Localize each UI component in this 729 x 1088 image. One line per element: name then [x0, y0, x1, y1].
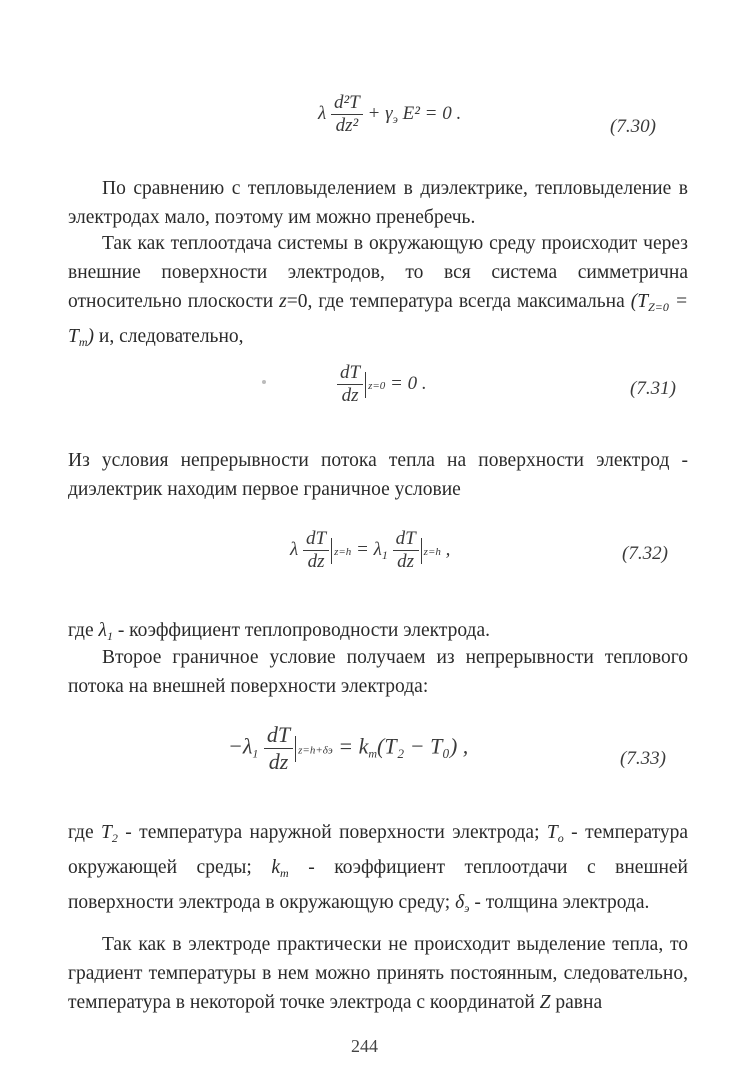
eq-numerator: dT	[393, 528, 419, 551]
math-subscript: o	[557, 831, 564, 845]
eq-numerator: d²T	[331, 92, 363, 115]
eq-condition: z=h	[334, 545, 352, 558]
math-subscript: Z=0	[648, 300, 669, 314]
paragraph-text: и, следовательно,	[94, 326, 244, 347]
paragraph-7	[68, 930, 688, 1017]
math-var: δ	[455, 892, 465, 913]
paragraph-text: где	[68, 822, 102, 843]
eq-subscript: т	[368, 746, 378, 761]
eq-term: + γ	[367, 102, 393, 124]
equation-number-7-30: (7.30)	[610, 116, 656, 137]
equation-number-7-33: (7.33)	[620, 748, 666, 769]
paragraph-text: где	[68, 620, 99, 641]
paragraph-text: - коэффициент теплоотдачи с внешней поверхности электрода в окружающую среду;	[68, 857, 688, 913]
eq-term: = 0 .	[390, 372, 427, 394]
equation-7-33	[228, 722, 468, 775]
math-var: z	[279, 291, 287, 312]
eq-denominator: dz	[307, 551, 325, 572]
eq-term: (T₂ − T₀) ,	[377, 733, 469, 759]
eq-denominator: dz	[397, 551, 415, 572]
eq-evaluation-bar	[365, 372, 366, 398]
math-var: (T	[630, 291, 649, 312]
eq-fraction	[331, 92, 363, 137]
eq-term: ,	[445, 538, 451, 560]
math-var: = T	[68, 291, 688, 347]
paragraph-5	[68, 643, 688, 701]
eq-condition: z=h	[423, 545, 441, 558]
math-var: k	[271, 857, 280, 878]
paragraph-text: - толщина электрода.	[469, 892, 650, 913]
equation-7-31	[337, 362, 427, 407]
eq-evaluation-bar	[331, 538, 332, 564]
eq-denominator: dz²	[335, 115, 359, 136]
paragraph-text: - температура окружающей среды;	[68, 822, 689, 878]
math-subscript: 2	[111, 831, 118, 845]
eq-denominator: dz	[341, 385, 359, 406]
equation-7-30	[318, 92, 461, 137]
eq-symbol: λ	[290, 538, 299, 560]
eq-term: = λ	[356, 538, 382, 560]
eq-numerator: dT	[337, 362, 363, 385]
equation-number-7-32: (7.32)	[622, 543, 668, 564]
paragraph-text: По сравнению с тепловыделением в диэлектрике, тепловыделение в электродах мало, поэтому им можно пренебречь.	[68, 178, 688, 228]
math-var: T	[101, 822, 112, 843]
eq-fraction	[303, 528, 329, 573]
eq-fraction	[393, 528, 419, 573]
paragraph-text: - коэффициент теплопроводности электрода.	[112, 620, 490, 641]
paragraph-text: Так как теплоотдача системы в окружающую среду происходит через внешние поверхности электродов, то вся система симметрична относительно плоскости	[68, 233, 688, 312]
eq-term: E² = 0 .	[402, 102, 462, 124]
eq-subscript: 1	[252, 746, 259, 761]
math-subscript: э	[464, 901, 470, 915]
math-subscript: т	[279, 866, 289, 880]
paragraph-6	[68, 818, 688, 923]
math-var: T	[546, 822, 558, 843]
eq-evaluation-bar	[421, 538, 422, 564]
paragraph-3	[68, 446, 688, 504]
paragraph-text: равна	[550, 992, 603, 1013]
eq-subscript: э	[392, 111, 398, 126]
math-var: Z	[539, 992, 551, 1013]
eq-numerator: dT	[264, 722, 293, 749]
eq-condition: z=h+δэ	[298, 744, 333, 757]
paragraph-text: =0, где температура всегда максимальна	[286, 291, 631, 312]
paragraph-2	[68, 229, 688, 357]
paragraph-1	[68, 174, 688, 232]
math-subscript: m	[78, 335, 88, 349]
eq-symbol: −λ	[228, 733, 253, 759]
equation-7-32	[290, 528, 450, 573]
scan-speck	[262, 380, 266, 384]
math-subscript: 1	[106, 629, 113, 643]
paragraph-text: Второе граничное условие получаем из непрерывности теплового потока на внешней поверхности электрода:	[68, 647, 688, 697]
eq-condition: z=0	[368, 379, 386, 392]
eq-term: = k	[338, 733, 369, 759]
math-var: λ	[98, 620, 107, 641]
paragraph-text: Из условия непрерывности потока тепла на поверхности электрод - диэлектрик находим первое граничное условие	[68, 450, 688, 500]
eq-symbol: λ	[318, 102, 327, 124]
eq-numerator: dT	[303, 528, 329, 551]
paragraph-text: - температура наружной поверхности электрода;	[117, 822, 547, 843]
equation-number-7-31: (7.31)	[630, 378, 676, 399]
eq-fraction	[264, 722, 293, 775]
eq-denominator: dz	[268, 749, 289, 774]
math-var: )	[87, 326, 95, 347]
paragraph-text: Так как в электроде практически не происходит выделение тепла, то градиент температуры в нем можно принять постоянным, следовательно, температура в некоторой точке электрода с координатой	[68, 934, 688, 1013]
eq-evaluation-bar	[295, 736, 296, 762]
eq-fraction	[337, 362, 363, 407]
eq-subscript: 1	[381, 547, 388, 562]
page-number: 244	[351, 1036, 378, 1056]
